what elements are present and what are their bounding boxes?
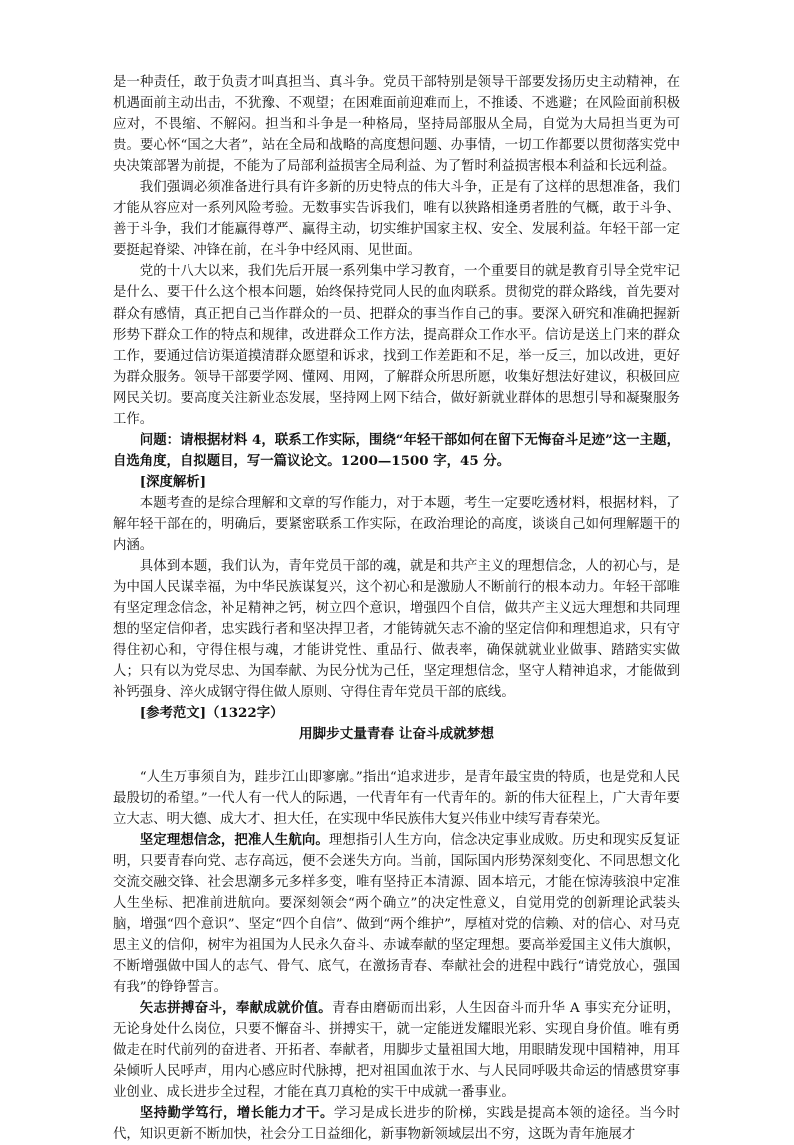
essay-title: 用脚步丈量青春 让奋斗成就梦想 — [298, 726, 495, 743]
essay-section-text: 青春由磨砺而出彩，人生因奋斗而升华 A 事实充分证明，无论身处什么岗位，只要不懈奋斗、拼搏实干，就一定能迸发耀眼光彩、实现自身价值。唯有勇做走在时代前列的奋进者、开拓者、奉献者，用脚步丈量祖国大地，用眼睛发现中国精神，用耳朵倾听人民呼声，用内心感应时代脉搏，把对祖国血浓于水、与人民同呼吸共命运的情感贯穿事业创业、成长进步全过程，才能在真刀真枪的实干中成就一番事业。 — [113, 1001, 680, 1101]
sample-essay-heading: [参考范文]（1322字） — [139, 705, 284, 722]
analysis-heading: [深度解析] — [139, 473, 207, 490]
document-page — [113, 72, 680, 1145]
essay-section-text: 理想指引人生方向，信念决定事业成败。历史和现实反复证明，只要青春向党、志存高远，便不会迷失方向。当前，国际国内形势深刻变化、不同思想文化交流交融交锋、社会思潮多元多样多变，唯有坚持正本清源、固本培元，才能在惊涛骇浪中定准人生坐标、把准前进航向。要深刻领会“两个确立”的决定性意义，自觉用党的创新理论武装头脑，增强“四个意识”、坚定“四个自信”、做到“两个维护”，厚植对党的信赖、对的信心、对马克思主义的信仰，树牢为祖国为人民永久奋斗、赤诚奉献的坚定理想。要高举爱国主义伟大旗帜，不断增强做中国人的志气、骨气、底气，在激扬青春、奉献社会的进程中践行“请党放心，强国有我”的铮铮誓言。 — [113, 832, 681, 996]
essay-paragraph — [113, 998, 680, 1103]
spacer — [113, 746, 680, 767]
analysis-paragraph: 具体到本题，我们认为，青年党员干部的魂，就是和共产主义的理想信念，人的初心与，是为中国人民谋幸福，为中华民族谋复兴，这个初心和是激励人不断前行的根本动力。年轻干部唯有坚定理念信念，补足精神之钙，树立四个意识，增强四个自信，做共产主义远大理想和共同理想的坚定信仰者，忠实践行者和坚决捍卫者，才能铸就矢志不渝的坚定信仰和理想追求，只有守得住初心和，守得住根与魂，才能讲党性、重品行、做表率，确保就就业业做事、踏踏实实做人；只有以为党尽忠、为国奉献、为民分忧为己任，坚定理想信念，坚守人精神追求，才能做到补钙强身、淬火成钢守得住做人原则、守得住青年党员干部的底线。 — [113, 559, 680, 701]
essay-paragraph: “人生万事须自为，跬步江山即寥廓。”指出“追求进步，是青年最宝贵的特质，也是党和人民最殷切的希望。”一代人有一代人的际遇，一代青年有一代青年的。新的伟大征程上，广大青年要立大志、明大德、成大才、担大任，在实现中华民族伟大复兴伟业中续写青春荣光。 — [113, 769, 680, 827]
essay-paragraph — [113, 830, 680, 998]
essay-paragraph — [113, 1103, 680, 1145]
question-prompt: 问题：请根据材料 4，联系工作实际，围绕“年轻干部如何在留下无悔奋斗足迹”这一主题，自选角度，自拟题目，写一篇议论文。1200—1500 字，45 分。 — [113, 431, 680, 469]
body-paragraph: 我们强调必须准备进行具有许多新的历史特点的伟大斗争，正是有了这样的思想准备，我们才能从容应对一系列风险考验。无数事实告诉我们，唯有以狭路相逢勇者胜的气概，敢于斗争、善于斗争，我们才能赢得尊严、赢得主动，切实维护国家主权、安全、发展利益。年轻干部一定要挺起脊梁、冲锋在前，在斗争中经风雨、见世面。 — [113, 180, 680, 259]
body-paragraph: 党的十八大以来，我们先后开展一系列集中学习教育，一个重要目的就是教育引导全党牢记是什么、要干什么这个根本问题，始终保持党同人民的血肉联系。贯彻党的群众路线，首先要对群众有感情，真正把自己当作群众的一员、把群众的事当作自己的事。要深入研究和准确把握新形势下群众工作的特点和规律，改进群众工作方法，提高群众工作水平。信访是送上门来的群众工作，要通过信访渠道摸清群众愿望和诉求，找到工作差距和不足，举一反三，加以改进，更好为群众服务。领导干部要学网、懂网、用网，了解群众所思所愿，收集好想法好建议，积极回应网民关切。要高度关注新业态发展，坚持网上网下结合，做好新就业群体的思想引导和凝聚服务工作。 — [113, 264, 680, 427]
analysis-paragraph: 本题考查的是综合理解和文章的写作能力，对于本题，考生一定要吃透材料，根据材料，了解年轻干部在的，明确后，要紧密联系工作实际，在政治理论的高度，谈谈自己如何理解题干的内涵。 — [113, 495, 680, 554]
essay-section-lead: 坚定理想信念，把准人生航向。 — [139, 831, 329, 848]
essay-section-lead: 矢志拼搏奋斗，奉献成就价值。 — [139, 1000, 332, 1017]
essay-section-lead: 坚持勤学笃行，增长能力才干。 — [139, 1105, 334, 1122]
body-paragraph: 是一种责任，敢于负责才叫真担当、真斗争。党员干部特别是领导干部要发扬历史主动精神，在机遇面前主动出击，不犹豫、不观望；在困难面前迎难而上，不推诿、不逃避；在风险面前积极应对，不畏缩、不解闷。担当和斗争是一种格局，坚持局部服从全局，自觉为大局担当更为可贵。要心怀“国之大者”，站在全局和战略的高度想问题、办事情，一切工作都要以贯彻落实党中央决策部署为前提，不能为了局部利益损害全局利益、为了暂时利益损害根本利益和长远利益。 — [113, 75, 680, 175]
essay-section-text: 学习是成长进步的阶梯，实践是提高本领的途径。当今时代，知识更新不断加快，社会分工日益细化，新事物新领域层出不穷，这既为青年施展才 — [113, 1106, 681, 1143]
